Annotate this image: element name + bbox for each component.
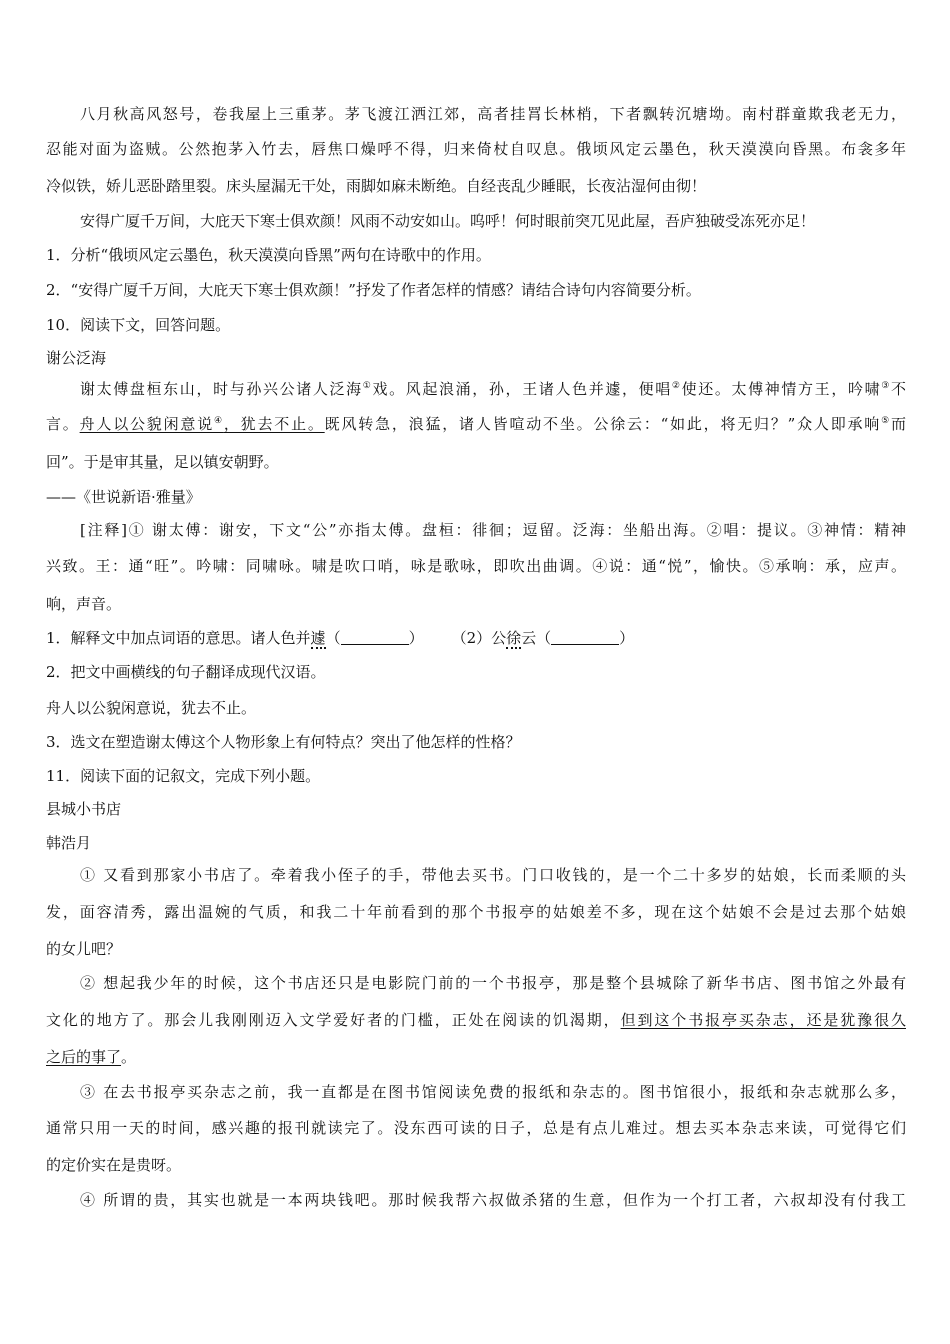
q10-subquestion-1: 1．解释文中加点词语的意思。诸人色并遽（ ） （2）公徐云（ ） xyxy=(46,629,635,647)
q10-text-line-3: 回”。于是审其量，足以镇安朝野。 xyxy=(46,453,279,471)
q11-title: 县城小书店 xyxy=(46,800,122,818)
q10-header: 10．阅读下文，回答问题。 xyxy=(46,316,231,334)
q11-header: 11．阅读下面的记叙文，完成下列小题。 xyxy=(46,767,321,785)
underlined-sentence: 舟人以公貌闲意说④，犹去不止。 xyxy=(79,415,325,433)
q11-para3-line-1: ③ 在去书报亭买杂志之前，我一直都是在图书馆阅读免费的报纸和杂志的。图书馆很小，报纸和杂志就那么多， xyxy=(80,1083,906,1101)
q11-author: 韩浩月 xyxy=(46,834,92,852)
q10-source: ——《世说新语·雅量》 xyxy=(46,488,201,506)
poem-question-1: 1．分析“俄顷风定云墨色，秋天漠漠向昏黑”两句在诗歌中的作用。 xyxy=(46,246,491,264)
q11-para3-line-2: 通常只用一天的时间，感兴趣的报刊就读完了。没东西可读的日子，总是有点儿难过。想去买本杂志来读，可觉得它们 xyxy=(46,1119,906,1137)
q11-para3-line-3: 的定价实在是贵呀。 xyxy=(46,1156,182,1174)
q11-para4-line-1: ④ 所谓的贵，其实也就是一本两块钱吧。那时候我帮六叔做杀猪的生意，但作为一个打工者，六叔却没有付我工 xyxy=(80,1191,906,1209)
q11-para2-line-2: 文化的地方了。那会儿我刚刚迈入文学爱好者的门槛，正处在阅读的饥渴期，但到这个书报亭买杂志，还是犹豫很久 xyxy=(46,1011,906,1029)
q10-notes-line-3: 响，声音。 xyxy=(46,595,122,613)
q10-sentence: 舟人以公貌闲意说，犹去不止。 xyxy=(46,699,257,717)
q10-text-line-2: 言。舟人以公貌闲意说④，犹去不止。既风转急，浪猛，诸人皆喧动不坐。公徐云：“如此，将无归？”众人即承响⑤而 xyxy=(46,415,906,433)
poem-line-2: 忍能对面为盗贼。公然抱茅入竹去，唇焦口燥呼不得，归来倚杖自叹息。俄顷风定云墨色，秋天漠漠向昏黑。布衾多年 xyxy=(46,140,906,158)
poem-question-2: 2．“安得广厦千万间，大庇天下寒士俱欢颜！”抒发了作者怎样的情感？请结合诗句内容简要分析。 xyxy=(46,281,701,299)
q11-para2-line-1: ② 想起我少年的时候，这个书店还只是电影院门前的一个书报亭，那是整个县城除了新华书店、图书馆之外最有 xyxy=(80,974,906,992)
q10-subquestion-3: 3．选文在塑造谢太傅这个人物形象上有何特点？突出了他怎样的性格？ xyxy=(46,733,521,751)
q10-text-line-1: 谢太傅盘桓东山，时与孙兴公诸人泛海①戏。风起浪涌，孙，王诸人色并遽，便唱②使还。太傅神情方王，吟啸③不 xyxy=(80,380,906,398)
answer-blank-1[interactable] xyxy=(341,630,409,645)
q10-title: 谢公泛海 xyxy=(46,349,107,367)
q11-para1-line-3: 的女儿吧？ xyxy=(46,940,122,958)
poem-line-4: 安得广厦千万间，大庇天下寒士俱欢颜！风雨不动安如山。呜呼！何时眼前突兀见此屋，吾庐独破受冻死亦足！ xyxy=(80,212,816,230)
q11-para1-line-1: ① 又看到那家小书店了。牵着我小侄子的手，带他去买书。门口收钱的，是一个二十多岁的姑娘，长而柔顺的头 xyxy=(80,866,906,884)
q11-para1-line-2: 发，面容清秀，露出温婉的气质，和我二十年前看到的那个书报亭的姑娘差不多，现在这个姑娘不会是过去那个姑娘 xyxy=(46,903,906,921)
q10-notes-line-2: 兴致。王：通“旺”。吟啸：同啸咏。啸是吹口哨，咏是歌咏，即吹出曲调。④说：通“悦”，愉快。⑤承响：承，应声。 xyxy=(46,557,906,575)
poem-line-1: 八月秋高风怒号，卷我屋上三重茅。茅飞渡江洒江郊，高者挂罥长林梢，下者飘转沉塘坳。南村群童欺我老无力， xyxy=(80,105,906,123)
q10-subquestion-2: 2．把文中画横线的句子翻译成现代汉语。 xyxy=(46,663,326,681)
answer-blank-2[interactable] xyxy=(551,630,619,645)
poem-line-3: 冷似铁，娇儿恶卧踏里裂。床头屋漏无干处，雨脚如麻未断绝。自经丧乱少睡眠，长夜沾湿何由彻！ xyxy=(46,177,707,195)
q10-notes-line-1: [注释]① 谢太傅：谢安，下文“公”亦指太傅。盘桓：徘徊；逗留。泛海：坐船出海。②唱：提议。③神情：精神 xyxy=(80,521,906,539)
q11-para2-line-3: 之后的事了。 xyxy=(46,1048,137,1066)
